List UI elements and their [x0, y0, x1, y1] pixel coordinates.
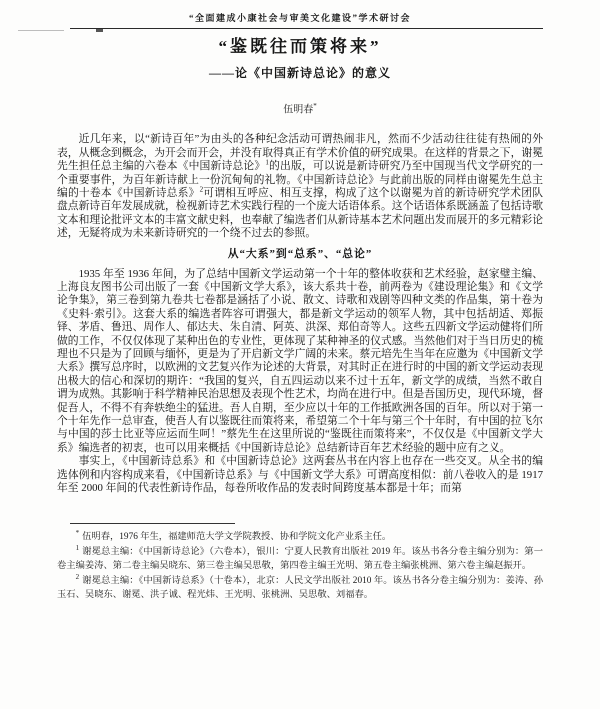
paragraph-1-text: 可谓相互呼应、相互支撑，构成了这个以谢冕为首的新诗研究学术团队盘点新诗百年发展成就，检视新诗艺术实践行程的一个庞大话语体系。这个话语体系既涵盖了包括诗歌文本和理论批评文本的丰富文献史料，也奉献了编选者们从新诗基本艺术问题出发而展开的多元精彩论述，无疑将成为未来新诗研究的一个绕不过去的参照。 — [57, 186, 544, 240]
paragraph-1-text: 近几年来，以“新诗百年”为由头的各种纪念活动可谓热闹非凡，然而不少活动往往徒有热闹的外表，从概念到概念，为开会而开会，并没有取得真正有学术价值的研究成果。在这样的背景之下，谢冕先生担任总主编的六卷本《中国新诗总论》 — [57, 133, 543, 173]
footnote-author — [57, 530, 543, 544]
scan-artifact — [96, 29, 103, 32]
scan-artifact — [18, 30, 64, 31]
footnote-marker-1: 1 — [75, 544, 80, 553]
conference-header: “全面建成小康社会与审美文化建设”学术研讨会 — [188, 13, 411, 23]
footnote-ref-1: 1 — [265, 158, 269, 167]
header-rule — [70, 28, 543, 29]
author-name: 伍明春 — [283, 104, 314, 116]
section-heading: 从“大系”到“总系”、“总论” — [227, 247, 373, 260]
paper-title: “鉴既往而策将来” — [218, 37, 382, 56]
footnote-marker-2: 2 — [75, 573, 80, 582]
paragraph-1-text: 的出版，可以说是新诗研究乃至中国现当代文学研究的一个重要事件，为百年新诗献上一份沉甸甸的礼物。《中国新诗总论》与此前出版的同样由谢冕先生总主编的十卷本《中国新诗总系》 — [57, 160, 544, 199]
footnote-marker-star: * — [75, 529, 80, 538]
footnote-separator — [70, 523, 235, 524]
paragraph-3: 事实上，《中国新诗总系》和《中国新诗总论》这两套丛书在内容上也存在一些交叉。从全书的编选体例和内容构成来看，《中国新诗总系》与《中国新文学大系》可谓高度相似：前八卷收入的是 1917 年至 2000 年间的代表性新诗作品，每卷所收作品的发表时间跨度基本都是十年；而第 — [57, 455, 543, 495]
author-footnote-marker: * — [313, 102, 317, 110]
paper-subtitle: ——论《中国新诗总论》的意义 — [208, 66, 391, 80]
footnotes-section — [57, 523, 543, 602]
footnote-2 — [57, 574, 543, 602]
footnote-1 — [57, 545, 543, 573]
paragraph-1 — [57, 133, 543, 240]
author-line — [57, 100, 543, 116]
article-body — [57, 133, 543, 495]
paragraph-2: 1935 年至 1936 年间，为了总结中国新文学运动第一个十年的整体收获和艺术经验，赵家璧主编、上海良友图书公司出版了一套《中国新文学大系》，该大系共十卷，前两卷为《建设理论集》和《文学论争集》，第三卷到第九卷共七卷都是涵括了小说、散文、诗歌和戏剧等四种文类的作品集，第十卷为《史料·索引》。这套大系的编选者阵容可谓强大，都是新文学运动的领军人物，其中包括胡适、郑振铎、茅盾、鲁迅、周作人、郁达夫、朱自清、阿英、洪深、郑伯奇等人。这些五四新文学运动健将们所做的工作，不仅仅体现了某种出色的专业性，更体现了某种神圣的仪式感。当然他们对于当日历史的梳理也不只是为了回顾与缅怀，更是为了开启新文学广阔的未来。蔡元培先生当年在应邀为《中国新文学大系》撰写总序时，以欧洲的文艺复兴作为论述的大背景，对其时正在进行时的中国的新文学运动表现出极大的信心和深切的期许：“我国的复兴，自五四运动以来不过十五年，新文学的成绩，当然不敢自谓为成熟。其影响于科学精神民治思想及表现个性艺术，均尚在进行中。但是吾国历史，现代环境，督促吾人，不得不有奔轶绝尘的猛进。吾人自期，至少应以十年的工作抵欧洲各国的百年。所以对于第一个十年先作一总审查，使吾人有以鉴既往而策将来，希望第二个十年与第三个十年时，有中国的拉飞尔与中国的莎士比亚等应运而生呵！”蔡先生在这里所说的“鉴既往而策将来”，不仅仅是《中国新文学大系》编选者的初衷，也可以用来概括《中国新诗总论》总结新诗百年艺术经验的题中应有之义。 — [57, 267, 543, 454]
footnote-ref-2: 2 — [199, 185, 204, 194]
footnote-text: 伍明春，1976 年生，福建师范大学文学院教授、协和学院文化产业系主任。 — [82, 532, 392, 543]
footnote-text: 谢冕总主编：《中国新诗总系》（十卷本），北京：人民文学出版社 2010 年。该丛书各分卷主编分别为：姜涛、孙玉石、吴晓东、谢冕、洪子诚、程光炜、王光明、张桃洲、吴思敬、刘福春。 — [57, 576, 543, 601]
footnote-text: 谢冕总主编：《中国新诗总论》（六卷本），银川：宁夏人民教育出版社 2019 年。该丛书各分卷主编分别为：第一卷主编姜涛、第二卷主编吴晓东、第三卷主编吴思敬，第四卷主编王光明、第五卷主编张桃洲、第六卷主编赵振开。 — [57, 547, 543, 572]
